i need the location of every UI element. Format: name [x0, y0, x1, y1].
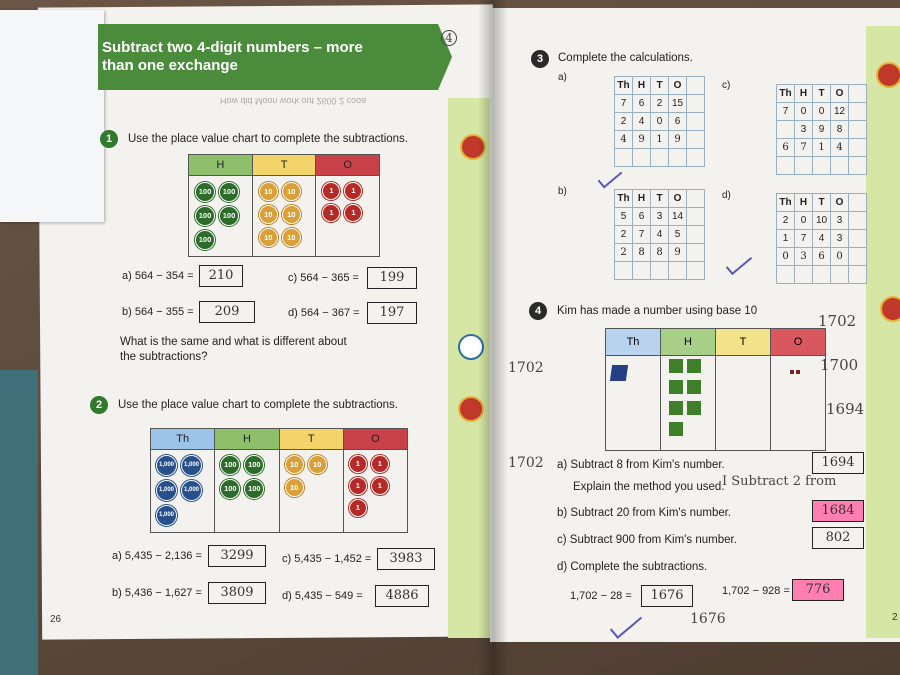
q4-tens-cell: [716, 356, 771, 451]
grid-answer-digit: 1: [651, 131, 669, 149]
sticky-note: [0, 10, 104, 222]
hundred-flat: [687, 380, 701, 394]
ten-counter: 10: [308, 455, 327, 474]
grid-digit: 4: [813, 230, 831, 248]
grid-header: O: [669, 77, 687, 95]
question-4-number: 4: [529, 302, 547, 320]
left-page-number: 26: [50, 614, 62, 625]
q1-answer-a: 210: [199, 265, 243, 287]
q4d-eq2: 1,702 − 928 =: [722, 585, 790, 597]
q2-header-o: O: [343, 429, 407, 450]
corner-handwritten-mark: 4: [441, 30, 457, 46]
q1-eq-d: d) 564 − 367 =: [288, 307, 360, 319]
lesson-title-line2: than one exchange: [102, 57, 238, 74]
q2-hundreds-cell: [215, 450, 279, 533]
mirror-bleed-text: How did Moon work out 2600 2 cooa: [220, 96, 367, 106]
q4-base-ten-chart: [605, 328, 826, 451]
grid-digit: 5: [669, 226, 687, 244]
grid-digit: 1: [777, 230, 795, 248]
grid-answer-digit: 8: [633, 244, 651, 262]
q1-answer-c: 199: [367, 267, 417, 289]
grid-digit: 6: [669, 113, 687, 131]
q2-eq-b: b) 5,436 − 1,627 =: [112, 587, 202, 599]
q3d-label: d): [722, 190, 731, 201]
grid-digit: 7: [633, 226, 651, 244]
q2-eq-a: a) 5,435 − 2,136 =: [112, 550, 202, 562]
q2-thousands-cell: [151, 450, 215, 533]
grid-digit: 4: [651, 226, 669, 244]
hundred-counter: 100: [195, 230, 215, 250]
reasoning-icon: [876, 62, 900, 88]
lesson-title-line1: Subtract two 4-digit numbers – more: [102, 39, 363, 56]
q2-answer-d: 4886: [375, 585, 429, 607]
q2-header-h: H: [215, 429, 279, 450]
q1-place-value-chart: [188, 154, 380, 257]
ten-counter: 10: [285, 455, 304, 474]
one-counter: 1: [344, 182, 362, 200]
thousand-counter: 1,000: [156, 455, 177, 476]
q1-eq-c: c) 564 − 365 =: [288, 272, 359, 284]
q4d-answer2: 776: [792, 579, 844, 601]
grid-digit: 6: [633, 95, 651, 113]
q2-eq-d: d) 5,435 − 549 =: [282, 590, 363, 602]
q4a-text: a) Subtract 8 from Kim's number.: [557, 459, 725, 471]
grid-answer-digit: 8: [651, 244, 669, 262]
one-counter: 1: [349, 455, 367, 473]
margin-working-note: 1676: [690, 611, 726, 627]
question-1-number: 1: [100, 130, 118, 148]
grid-header: Th: [777, 85, 795, 103]
grid-answer-digit: 4: [831, 139, 849, 157]
grid-digit: 3: [831, 212, 849, 230]
q2-header-t: T: [279, 429, 343, 450]
grid-answer-digit: 4: [615, 131, 633, 149]
q3d-column-grid: [776, 193, 867, 284]
hundred-counter: 100: [195, 182, 215, 202]
grid-answer-digit: 3: [795, 248, 813, 266]
q3b-label: b): [558, 186, 567, 197]
grid-header: O: [831, 194, 849, 212]
grid-header: T: [813, 194, 831, 212]
thousand-counter: 1,000: [156, 505, 177, 526]
grid-header: T: [813, 85, 831, 103]
q1-ones-cell: [316, 176, 380, 257]
q4-header-t: T: [716, 329, 771, 356]
margin-working-note: 1702: [508, 455, 544, 471]
q3b-column-grid: [614, 189, 705, 280]
hundred-flat: [687, 401, 701, 415]
grid-answer-digit: 0: [777, 248, 795, 266]
q4-header-o: O: [771, 329, 826, 356]
grid-digit: 3: [651, 208, 669, 226]
grid-digit: 7: [777, 103, 795, 121]
thousand-counter: 1,000: [156, 480, 177, 501]
q4d-text: d) Complete the subtractions.: [557, 561, 708, 573]
q2-header-th: Th: [151, 429, 215, 450]
q1-header-t: T: [252, 155, 316, 176]
grid-digit: 7: [795, 230, 813, 248]
q1-eq-b: b) 564 − 355 =: [122, 306, 194, 318]
grid-digit: 8: [831, 121, 849, 139]
q3a-label: a): [558, 72, 567, 83]
grid-answer-digit: 2: [615, 244, 633, 262]
grid-digit: 9: [813, 121, 831, 139]
q2-eq-c: c) 5,435 − 1,452 =: [282, 553, 372, 565]
q4d-answer1: 1676: [641, 585, 693, 607]
hundred-counter: 100: [219, 206, 239, 226]
q4-thousands-cell: [606, 356, 661, 451]
grid-digit: 2: [615, 226, 633, 244]
question-2-number: 2: [90, 396, 108, 414]
ten-counter: 10: [259, 205, 278, 224]
ten-counter: 10: [259, 228, 278, 247]
grid-answer-digit: 1: [813, 139, 831, 157]
one-counter: 1: [322, 204, 340, 222]
grid-digit: 6: [633, 208, 651, 226]
hundred-counter: 100: [220, 479, 240, 499]
question-3-text: Complete the calculations.: [558, 52, 693, 64]
grid-answer-digit: 9: [669, 244, 687, 262]
book-cover-edge: [0, 370, 38, 675]
thousand-cube: [610, 365, 628, 381]
q1-tens-cell: [252, 176, 316, 257]
margin-working-note: 1702: [818, 312, 857, 330]
grid-digit: 4: [633, 113, 651, 131]
right-page-margin-strip: [866, 26, 900, 638]
grid-digit: 3: [831, 230, 849, 248]
q4c-answer: 802: [812, 527, 864, 549]
grid-answer-digit: 0: [831, 248, 849, 266]
margin-working-note: 1700: [820, 356, 859, 374]
hundred-flat: [687, 359, 701, 373]
grid-answer-digit: 6: [777, 139, 795, 157]
q1-reasoning-question: What is the same and what is different about: [120, 336, 347, 348]
hundred-counter: 100: [244, 455, 264, 475]
q4a-answer: 1694: [812, 452, 864, 474]
q4d-eq1: 1,702 − 28 =: [570, 590, 632, 602]
grid-digit: 0: [813, 103, 831, 121]
ten-counter: 10: [285, 478, 304, 497]
q1-hundreds-cell: [189, 176, 253, 257]
q2-ones-cell: [343, 450, 407, 533]
q1-reasoning-question-line2: the subtractions?: [120, 351, 208, 363]
grid-answer-digit: 6: [813, 248, 831, 266]
q4b-answer: 1684: [812, 500, 864, 522]
q1-answer-d: 197: [367, 302, 417, 324]
grid-header: T: [651, 77, 669, 95]
thousand-counter: 1,000: [181, 455, 202, 476]
q2-answer-b: 3809: [208, 582, 266, 604]
hundred-counter: 100: [219, 182, 239, 202]
one-counter: 1: [371, 477, 389, 495]
grid-digit: 0: [795, 103, 813, 121]
grid-digit: [777, 121, 795, 139]
q3c-column-grid: [776, 84, 867, 175]
hundred-counter: 100: [244, 479, 264, 499]
one-counter: 1: [344, 204, 362, 222]
grid-digit: 10: [813, 212, 831, 230]
grid-header: O: [831, 85, 849, 103]
grid-header: Th: [777, 194, 795, 212]
one-counter: 1: [371, 455, 389, 473]
one-counter: 1: [349, 499, 367, 517]
q3a-column-grid: [614, 76, 705, 167]
q4a-explain-prompt: Explain the method you used.: [573, 481, 725, 493]
grid-digit: 15: [669, 95, 687, 113]
reasoning-icon: [880, 296, 900, 322]
q1-header-o: O: [316, 155, 380, 176]
q3c-label: c): [722, 80, 731, 91]
hundred-counter: 100: [220, 455, 240, 475]
thousand-counter: 1,000: [181, 480, 202, 501]
grid-digit: 2: [777, 212, 795, 230]
grid-header: Th: [615, 190, 633, 208]
one-counter: 1: [322, 182, 340, 200]
ten-counter: 10: [282, 228, 301, 247]
hundred-flat: [669, 359, 683, 373]
book-spine: [478, 0, 508, 675]
margin-working-note: 1702: [508, 360, 544, 376]
grid-header: H: [633, 77, 651, 95]
ten-counter: 10: [282, 182, 301, 201]
grid-digit: 14: [669, 208, 687, 226]
grid-digit: 0: [795, 212, 813, 230]
question-1-text: Use the place value chart to complete the subtractions.: [128, 133, 408, 145]
question-4-text: Kim has made a number using base 10: [557, 305, 758, 317]
q2-answer-c: 3983: [377, 548, 435, 570]
q4b-text: b) Subtract 20 from Kim's number.: [557, 507, 732, 519]
grid-digit: 2: [615, 113, 633, 131]
q4-hundreds-cell: [661, 356, 716, 451]
hundred-counter: 100: [195, 206, 215, 226]
question-3-number: 3: [531, 50, 549, 68]
q1-eq-a: a) 564 − 354 =: [122, 270, 194, 282]
q2-place-value-chart: [150, 428, 408, 533]
grid-header: H: [633, 190, 651, 208]
q4-ones-cell: [771, 356, 826, 451]
q4-header-th: Th: [606, 329, 661, 356]
right-page-number: 2: [892, 612, 898, 623]
grid-digit: 12: [831, 103, 849, 121]
q1-header-h: H: [189, 155, 253, 176]
hundred-flat: [669, 380, 683, 394]
q4-header-h: H: [661, 329, 716, 356]
grid-header: H: [795, 194, 813, 212]
ten-counter: 10: [282, 205, 301, 224]
hundred-flat: [669, 401, 683, 415]
margin-working-note: 1694: [826, 400, 865, 418]
grid-header: T: [651, 190, 669, 208]
grid-answer-digit: 9: [669, 131, 687, 149]
grid-digit: 5: [615, 208, 633, 226]
grid-digit: 0: [651, 113, 669, 131]
grid-digit: 3: [795, 121, 813, 139]
grid-header: H: [795, 85, 813, 103]
grid-digit: 7: [615, 95, 633, 113]
grid-header: Th: [615, 77, 633, 95]
one-counter: 1: [349, 477, 367, 495]
grid-answer-digit: 9: [633, 131, 651, 149]
grid-header: O: [669, 190, 687, 208]
one-cube: [790, 370, 794, 374]
question-2-text: Use the place value chart to complete the subtractions.: [118, 399, 398, 411]
lesson-title-banner: [98, 24, 438, 90]
grid-digit: 2: [651, 95, 669, 113]
q2-tens-cell: [279, 450, 343, 533]
q4c-text: c) Subtract 900 from Kim's number.: [557, 534, 737, 546]
q4a-handwritten-explanation: I Subtract 2 from: [722, 474, 837, 489]
ten-counter: 10: [259, 182, 278, 201]
q1-answer-b: 209: [199, 301, 255, 323]
grid-answer-digit: 7: [795, 139, 813, 157]
hundred-flat: [669, 422, 683, 436]
q2-answer-a: 3299: [208, 545, 266, 567]
one-cube: [796, 370, 800, 374]
